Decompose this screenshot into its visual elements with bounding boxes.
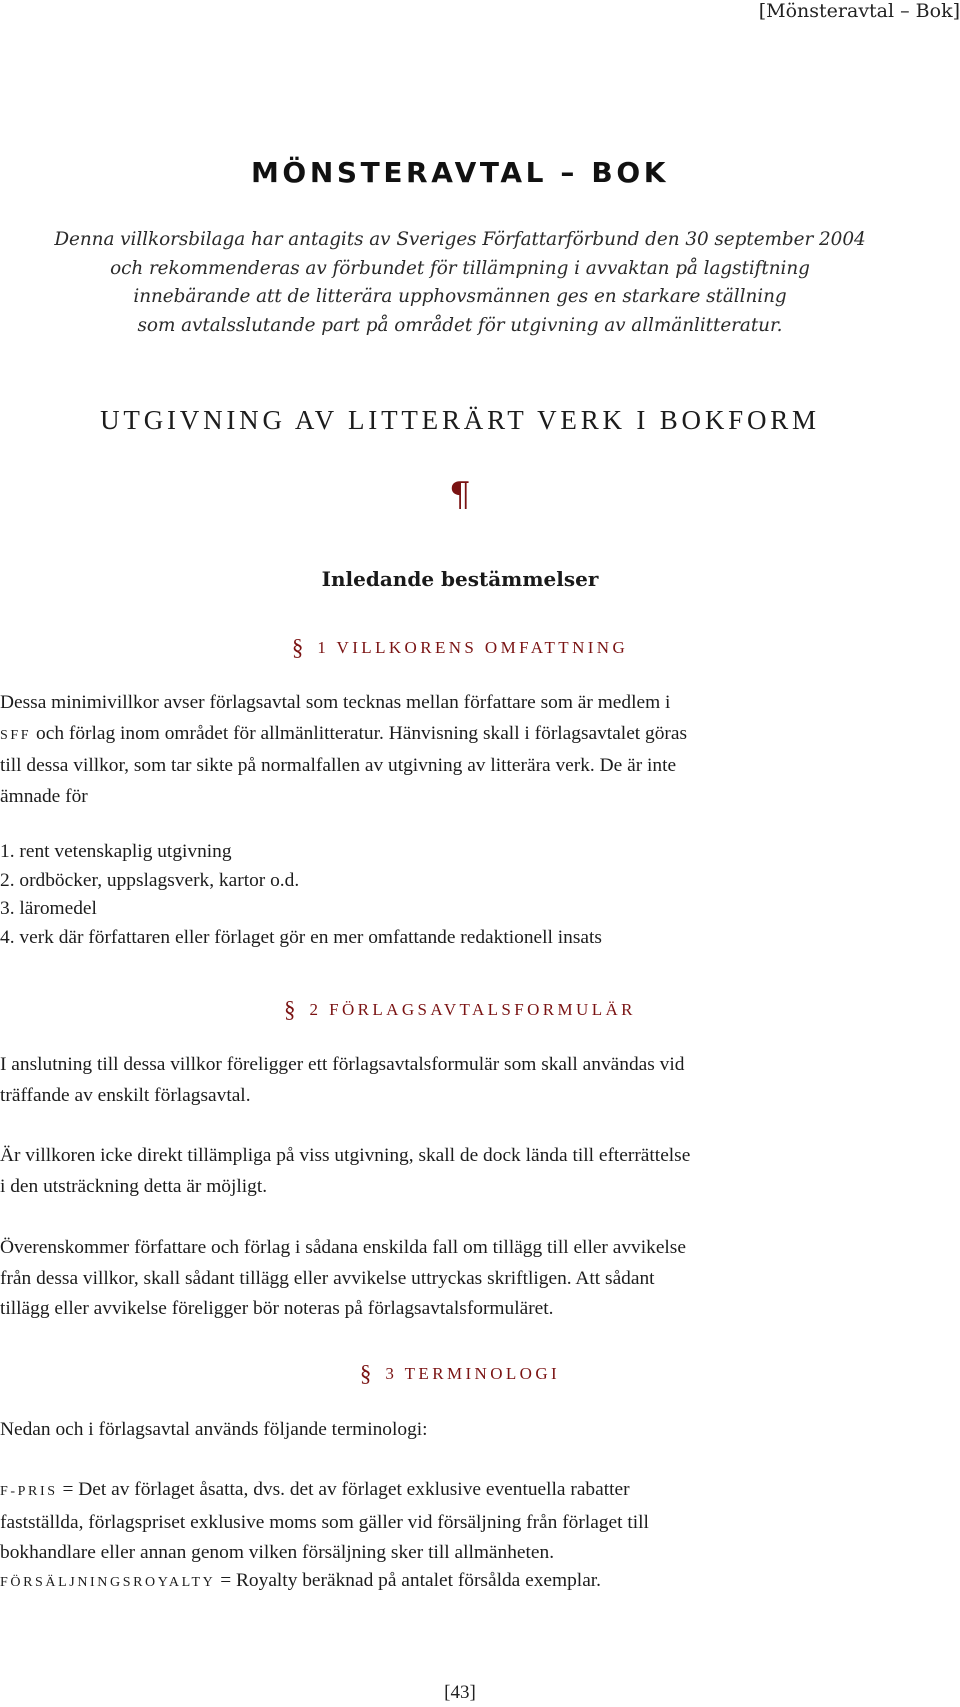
list-item: 4. verk där författaren eller förlaget gör en mer omfattande redaktionell insats [0,926,602,948]
text-line: Nedan och i förlagsavtal används följande terminologi: [0,1419,428,1440]
text-line [0,719,940,752]
abbreviation-sff: SFF [0,727,32,743]
text-fragment: = Royalty beräknad på antalet försålda exemplar. [215,1570,602,1591]
text-line [0,1566,940,1599]
text-line: I anslutning till dessa villkor föreligger ett förlagsavtalsformulär som skall användas vid [0,1054,685,1075]
text-line: träffande av enskilt förlagsavtal. [0,1084,251,1106]
paragraph-heading-text: 3 TERMINOLOGI [385,1364,561,1383]
text-line: Dessa minimivillkor avser förlagsavtal som tecknas mellan författare som är medlem i [0,692,671,713]
intro-line: Denna villkorsbilaga har antagits av Sveriges Författarförbund den 30 september 2004 [54,229,866,250]
text-line: ämnade för [0,785,88,807]
paragraph-scope [0,688,940,812]
text-fragment: och förlag inom området för allmänlitteratur. Hänvisning skall i förlagsavtalet göras [31,722,688,744]
pilcrow-ornament: ¶ [449,475,471,515]
paragraph-applicability [0,1141,940,1202]
text-line: bokhandlare eller annan genom vilken försäljning sker till allmänheten. [0,1542,555,1563]
list-item: 1. rent vetenskaplig utgivning [0,841,232,862]
text-fragment: = Det av förlaget åsatta, dvs. det av förlaget exklusive eventuella rabatter [57,1479,630,1500]
paragraph-terminology-intro [0,1415,940,1446]
list-item: 2. ordböcker, uppslagsverk, kartor o.d. [0,869,300,891]
term-forsaljningsroyalty: FÖRSÄLJNINGSROYALTY [0,1575,216,1590]
paragraph-deviations [0,1233,940,1325]
text-line: Överenskommer författare och förlag i sådana enskilda fall om tillägg till eller avvikelse [0,1237,686,1258]
running-head: [Mönsteravtal – Bok] [758,0,960,22]
paragraph-heading-2 [0,995,920,1021]
list-item: 3. läromedel [0,898,97,919]
term-f-pris: F-PRIS [0,1484,58,1499]
paragraph-heading-3 [0,1359,920,1385]
definition-f-pris [0,1475,940,1569]
intro-line: och rekommenderas av förbundet för tillämpning i avvaktan på lagstiftning [110,257,810,279]
exclusions-list [0,838,940,952]
document-title: MÖNSTERAVTAL – BOK [250,156,670,189]
section-symbol: § [359,1361,372,1386]
section-symbol: § [284,997,296,1022]
subheading: Inledande bestämmelser [321,567,599,591]
text-line: fastställda, förlagspriset exklusive moms som gäller vid försäljning från förlaget till [0,1511,649,1533]
text-line: Är villkoren icke direkt tillämpliga på viss utgivning, skall de dock lända till efterrättelse [0,1145,691,1166]
text-line: till dessa villkor, som tar sikte på normalfallen av utgivning av litterära verk. De är inte [0,755,677,776]
text-line [0,1475,940,1508]
intro-text [0,226,920,341]
paragraph-form [0,1050,940,1111]
section-title: UTGIVNING AV LITTERÄRT VERK I BOKFORM [100,405,820,435]
text-line: i den utsträckning detta är möjligt. [0,1175,268,1197]
intro-line: innebärande att de litterära upphovsmännen ges en starkare ställning [133,286,787,308]
section-symbol: § [291,635,304,660]
paragraph-heading-1 [0,633,920,659]
paragraph-heading-text: 1 VILLKORENS OMFATTNING [317,638,629,657]
text-line: från dessa villkor, skall sådant tillägg eller avvikelse uttryckas skriftligen. Att sådant [0,1267,655,1289]
page-number: [43] [444,1682,476,1703]
paragraph-heading-text: 2 FÖRLAGSAVTALSFORMULÄR [309,1000,636,1019]
definition-forsaljningsroyalty [0,1566,940,1599]
text-line: tillägg eller avvikelse föreligger bör noteras på förlagsavtalsformuläret. [0,1298,554,1319]
intro-line: som avtalsslutande part på området för utgivning av allmänlitteratur. [137,315,783,337]
